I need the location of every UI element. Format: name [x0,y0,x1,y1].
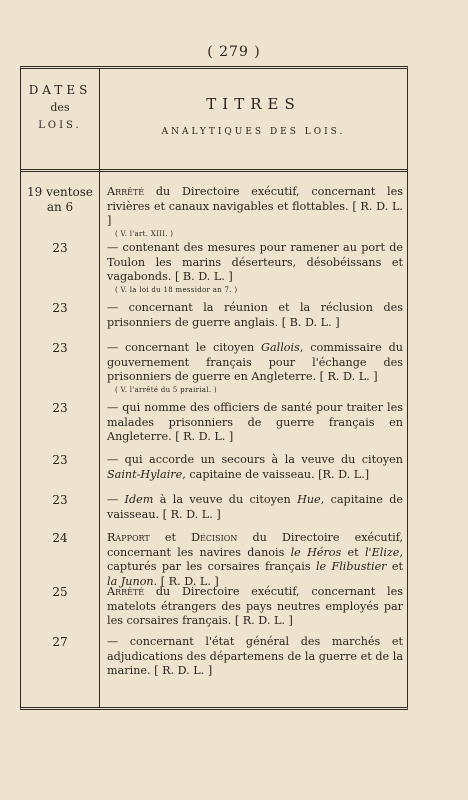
entry-italic: le Héros [290,545,342,559]
entry-italic: Idem [124,493,154,506]
entry-body: — qui accorde un secours à la veuve du citoyen [107,453,403,466]
entry-text [107,341,403,395]
entry-italic: Saint-Hylaire [107,467,183,481]
entry-body: du Directoire exécutif, concernant les rivières et canaux navigables et flottables. [ R. D. L. ] [107,185,403,227]
entry-body: , commissaire du gouvernement français pour l'échange des prisonniers de guerre en Angleterre. [ R. D. L. ] [107,341,403,383]
entry-date: 19 ventose an 6 [27,185,93,214]
entry-body: à la veuve du citoyen [153,493,298,506]
dates-header-line1: DATES [28,83,92,97]
entry-body: du Directoire exécutif, concernant les matelots étrangers des pays neutres employés par les corsaires français. [ R. D. L. ] [107,585,403,627]
entry-body: — contenant des mesures pour ramener au port de Toulon les marins déserteurs, désobéissans et vagabonds. [ B. D. L. ] [107,241,403,283]
list-item [21,585,407,635]
list-item [21,341,407,401]
list-item [21,453,407,493]
dates-column-header [21,81,99,135]
entry-text [107,531,403,589]
entry-text [107,241,403,295]
entry-italic: Gallois [261,341,300,354]
entry-body: — concernant l'état général des marchés et adjudications des départemens de la guerre et de la marine. [ R. D. L. ] [107,635,403,677]
entry-note: ( V. la loi du 18 messidor an 7. ) [115,285,238,294]
entry-date: 25 [52,585,68,599]
titles-header-line1: TITRES [206,95,301,113]
entry-body: . [ R. D. L. ] [153,574,219,588]
header-rule [21,169,407,172]
entry-lead: Arrêté [107,185,145,198]
entry-body: , capturés par les corsaires français [107,545,403,573]
entry-body: et [149,531,192,544]
entry-body: du Directoire exécutif, concernant les navires danois [107,531,403,559]
entry-text [107,585,403,629]
entry-body: — qui nomme des officiers de santé pour traiter les malades prisonniers de guerre français en Angleterre. [ R. D. L. ] [107,401,403,443]
entry-date: 23 [52,241,68,255]
entry-body: et [386,560,403,573]
entry-date: 24 [52,531,68,545]
entry-note: ( V. l'arrêté du 5 prairial. ) [115,385,217,394]
entry-italic: le Flibustier [315,560,387,573]
entry-body: , capitaine de vaisseau. [R. D. L.] [182,467,370,481]
list-item [21,241,407,301]
entry-text [107,493,403,522]
entry-body: — [107,493,125,506]
entry-body: , capitaine de vaisseau. [ R. D. L. ] [107,493,403,521]
list-item [21,301,407,341]
entry-italic: Hue [297,493,321,506]
entry-lead: Rapport [107,531,150,544]
entry-date: 23 [52,453,68,467]
list-item [21,531,407,588]
entry-lead: Arrêté [107,585,145,598]
dates-header-line2: des [50,101,70,114]
entry-italic: l'Elize [364,545,400,559]
entry-date: 23 [52,401,68,415]
table-frame [20,66,408,710]
dates-header-line3: LOIS. [38,120,82,131]
entry-note: ( V. l'art. XIII. ) [115,229,174,238]
list-item [21,401,407,453]
entry-text [107,453,403,482]
entry-date: 23 [52,301,68,315]
list-item [21,635,407,687]
titles-header-line2: ANALYTIQUES DES LOIS. [161,127,346,137]
entry-body: et [341,545,365,559]
entry-body: — concernant le citoyen [107,341,262,354]
entry-italic: la Junon [107,574,154,588]
entries-list [21,185,407,687]
titles-column-header [100,93,407,143]
page-number: ( 279 ) [207,44,261,60]
entry-body: — concernant la réunion et la réclusion des prisonniers de guerre anglais. [ B. D. L. ] [107,301,403,329]
entry-text [107,301,403,330]
entry-text [107,185,403,239]
entry-date: 27 [52,635,68,649]
entry-date: 23 [52,493,68,507]
entry-text [107,401,403,445]
list-item [21,493,407,531]
entry-text [107,635,403,679]
entry-lead: Décision [191,531,238,544]
entry-date: 23 [52,341,68,355]
list-item [21,185,407,241]
